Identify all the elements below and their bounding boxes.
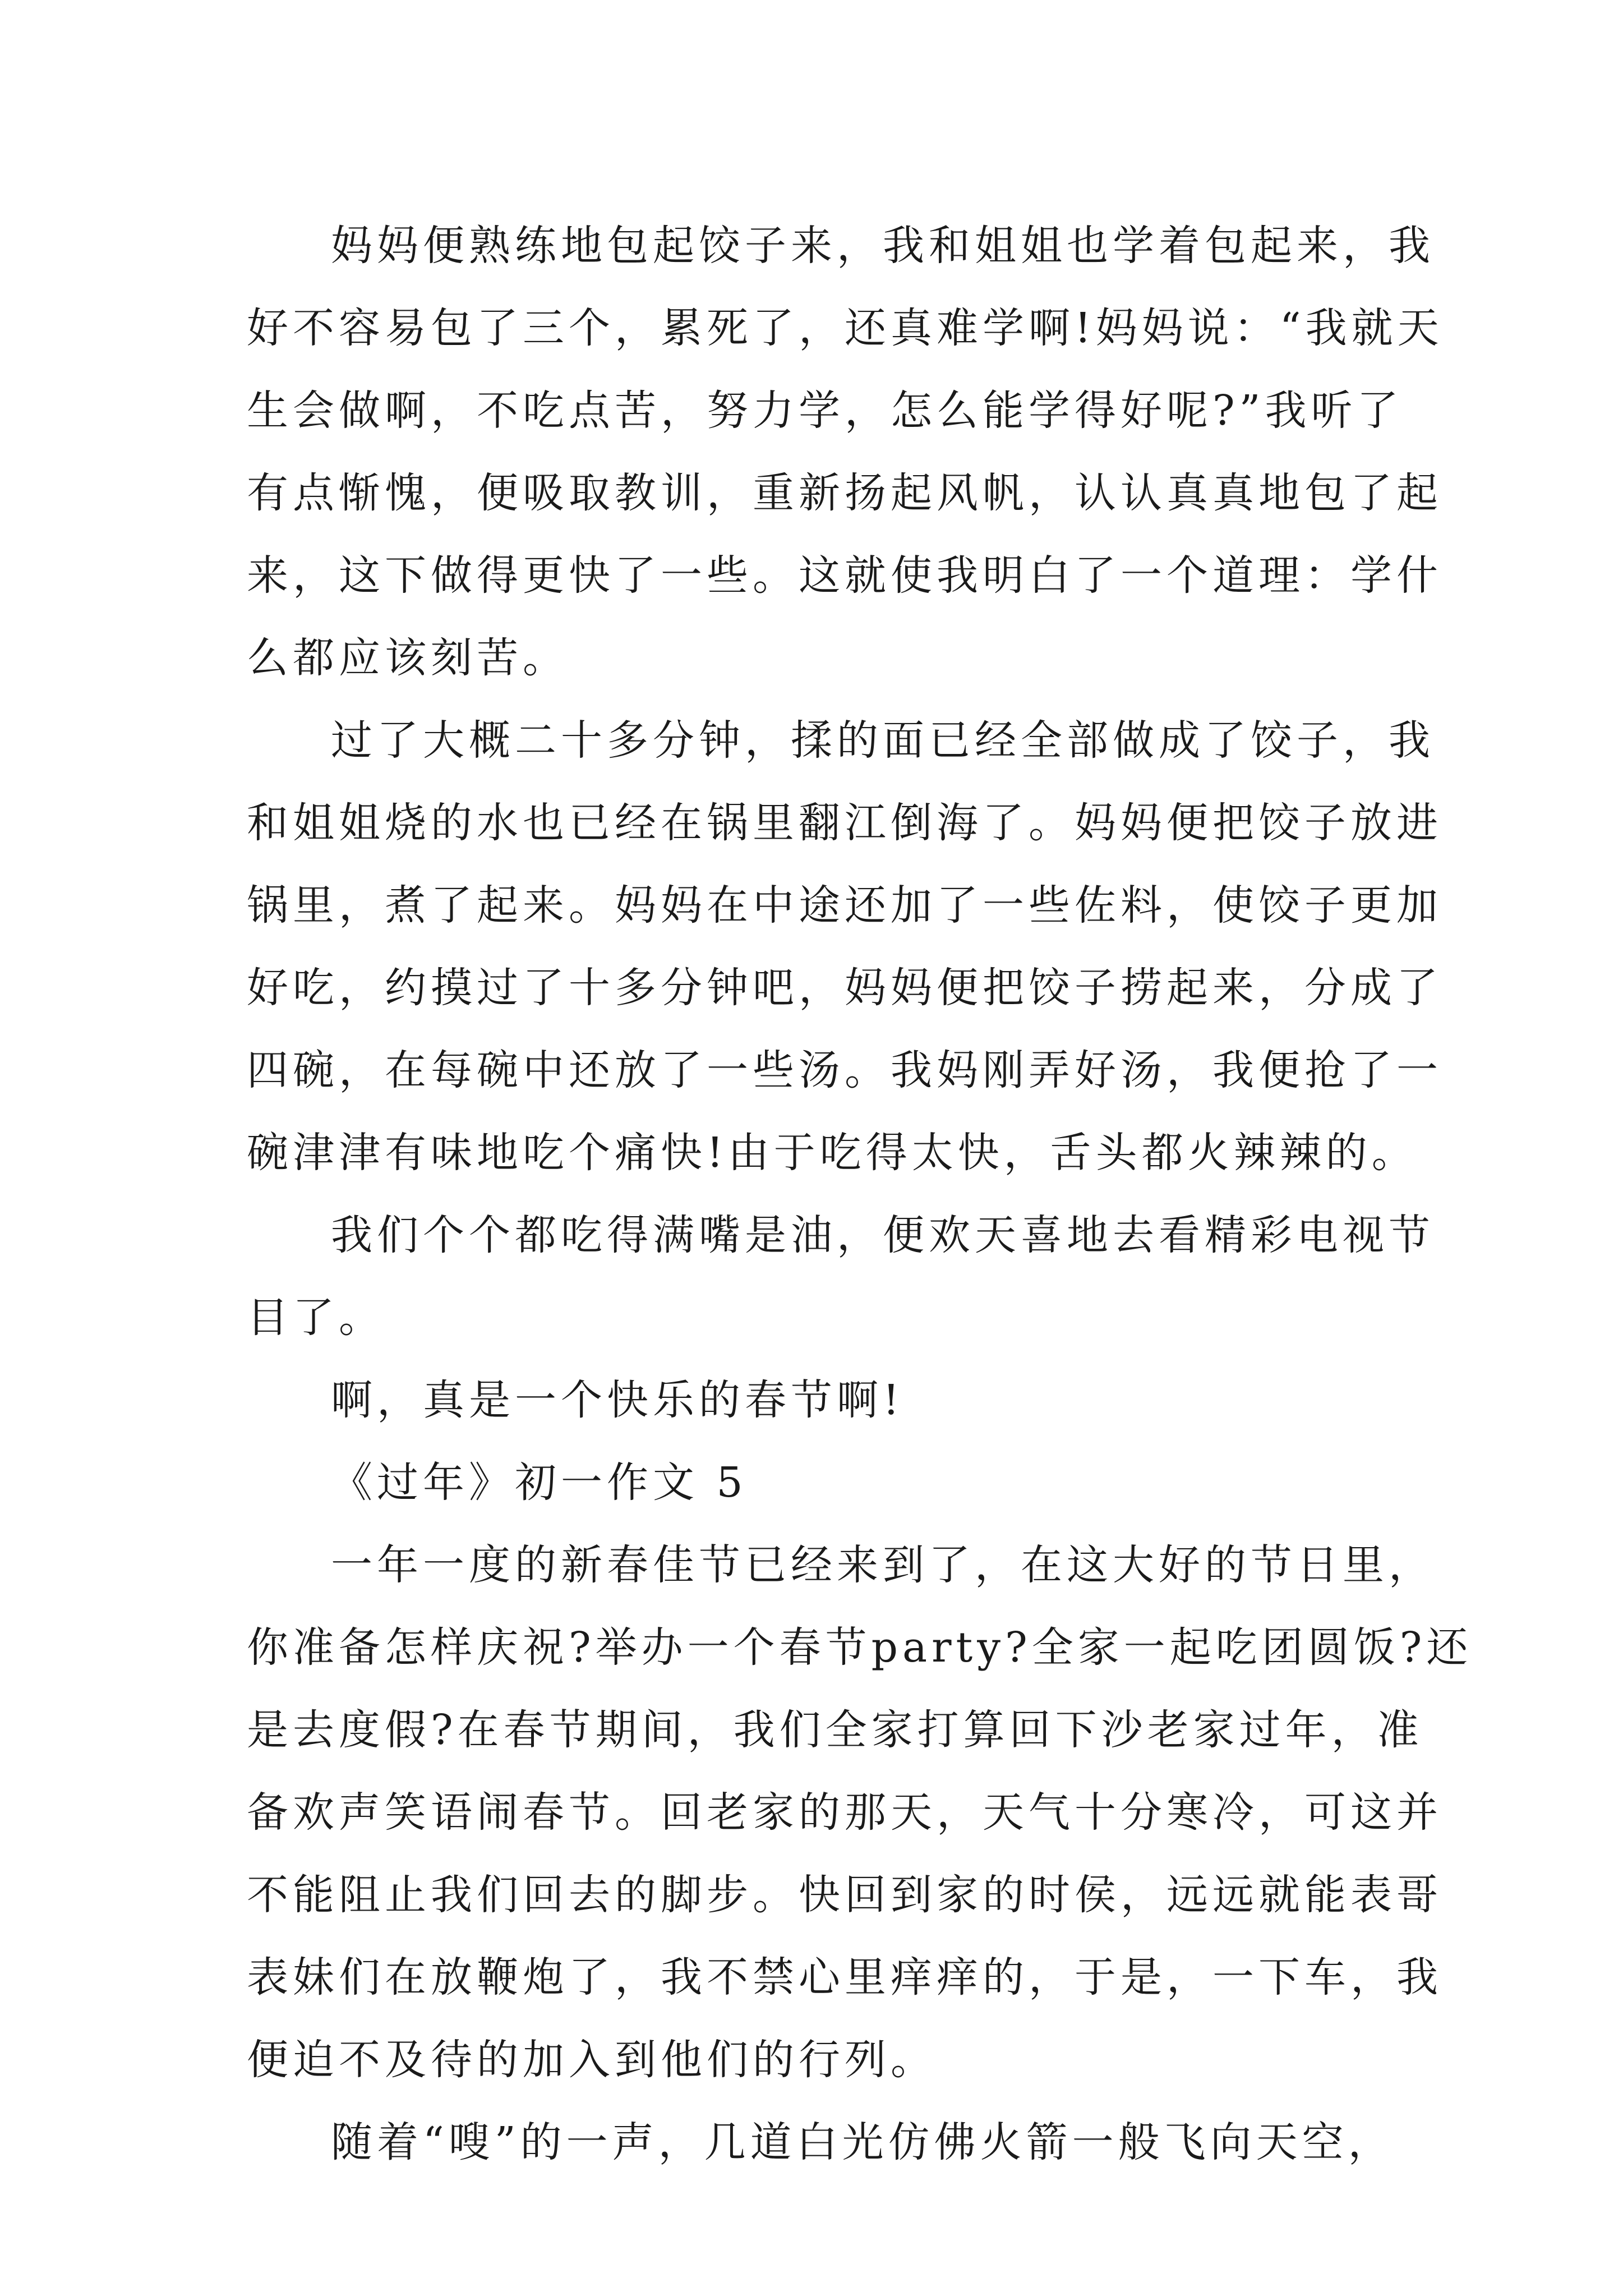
text-line: 一年一度的新春佳节已经来到了，在这大好的节日里， (331, 1541, 1435, 1589)
text-line: 么都应该刻苦。 (247, 634, 569, 682)
text-line: 不能阻止我们回去的脚步。快回到家的时侯，远远就能表哥 (247, 1871, 1442, 1919)
text-line: 四碗，在每碗中还放了一些汤。我妈刚弄好汤，我便抢了一 (247, 1046, 1442, 1094)
text-line: 和姐姐烧的水也已经在锅里翻江倒海了。妈妈便把饺子放进 (247, 799, 1442, 847)
text-line: 是去度假?在春节期间，我们全家打算回下沙老家过年，准 (247, 1706, 1423, 1754)
text-line: 随着“嗖”的一声，几道白光仿佛火箭一般飞向天空， (331, 2118, 1394, 2166)
text-line: 啊，真是一个快乐的春节啊! (331, 1376, 904, 1424)
text-line: 便迫不及待的加入到他们的行列。 (247, 2036, 937, 2084)
text-line: 好不容易包了三个，累死了，还真难学啊!妈妈说：“我就天 (247, 304, 1444, 352)
text-line: 妈妈便熟练地包起饺子来，我和姐姐也学着包起来，我 (331, 222, 1435, 270)
text-line: 碗津津有味地吃个痛快!由于吃得太快，舌头都火辣辣的。 (247, 1129, 1418, 1177)
text-line: 生会做啊，不吃点苦，努力学，怎么能学得好呢?”我听了 (247, 386, 1403, 435)
section-heading: 《过年》初一作文 5 (331, 1458, 748, 1507)
text-line: 目了。 (247, 1294, 385, 1342)
text-line: 好吃，约摸过了十多分钟吧，妈妈便把饺子捞起来，分成了 (247, 964, 1442, 1012)
text-line: 备欢声笑语闹春节。回老家的那天，天气十分寒冷，可这并 (247, 1788, 1442, 1837)
text-line: 锅里，煮了起来。妈妈在中途还加了一些佐料，使饺子更加 (247, 881, 1442, 930)
text-line: 有点惭愧，便吸取教训，重新扬起风帆，认认真真地包了起 (247, 469, 1442, 517)
text-line: 你准备怎样庆祝?举办一个春节party?全家一起吃团圆饭?还 (247, 1623, 1473, 1672)
text-line: 过了大概二十多分钟，揉的面已经全部做成了饺子，我 (331, 716, 1435, 765)
text-line: 我们个个都吃得满嘴是油，便欢天喜地去看精彩电视节 (331, 1211, 1435, 1259)
text-line: 表妹们在放鞭炮了，我不禁心里痒痒的，于是，一下车，我 (247, 1953, 1442, 2001)
text-line: 来，这下做得更快了一些。这就使我明白了一个道理：学什 (247, 551, 1442, 600)
